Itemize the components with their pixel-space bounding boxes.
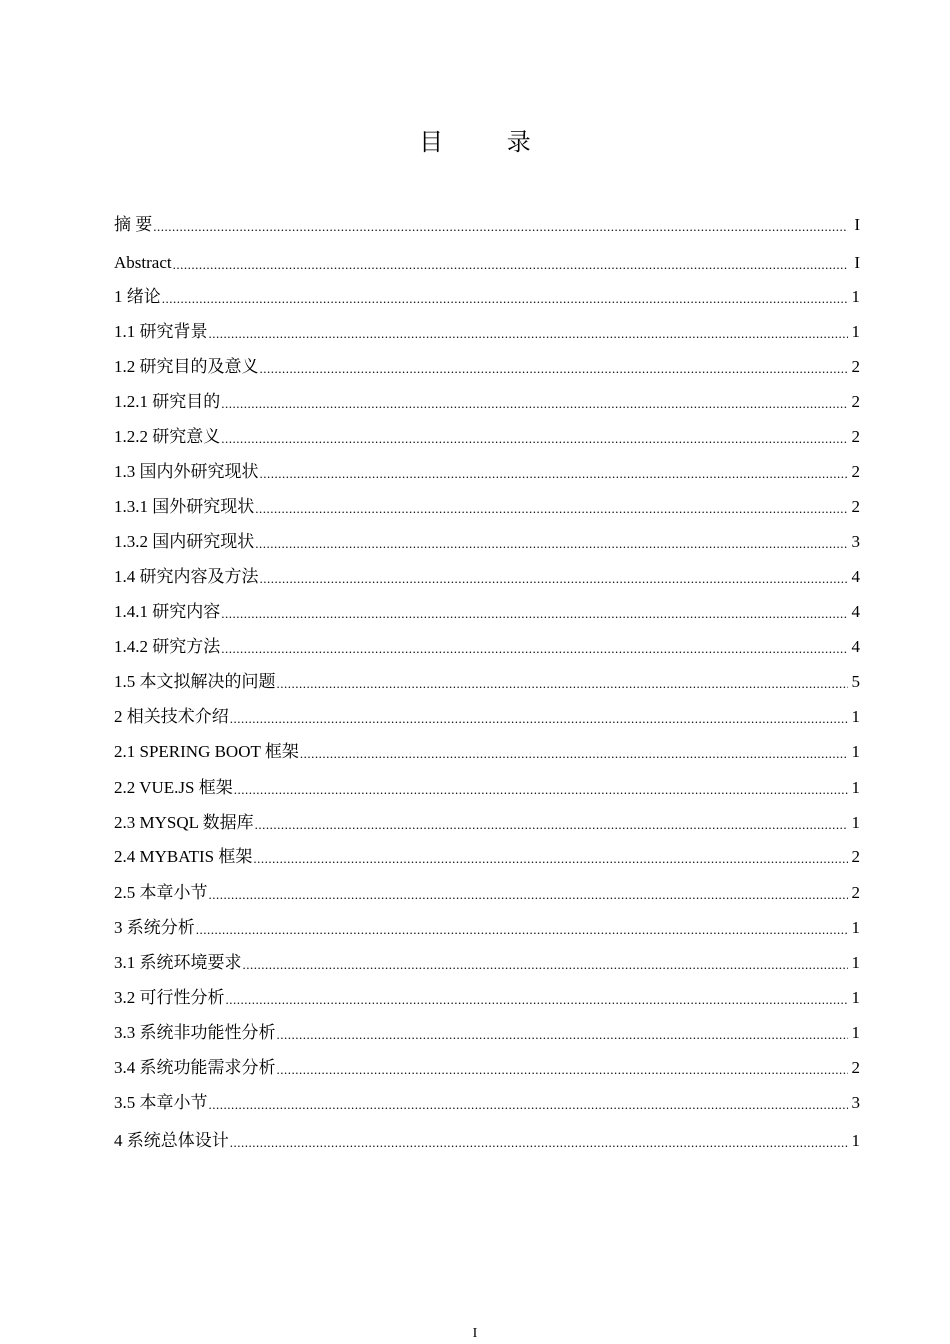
toc-entry-label: 3.2 可行性分析 (114, 988, 225, 1007)
toc-entry-page: 2 (851, 462, 860, 481)
page-footer-number: I (472, 1326, 478, 1341)
toc-entry-label: 4 系统总体设计 (114, 1131, 229, 1150)
toc-entry-page: 3 (851, 1093, 860, 1112)
toc-entry-label: 1.3.1 国外研究现状 (114, 497, 255, 516)
toc-entry[interactable] (114, 636, 860, 658)
toc-entry[interactable] (114, 426, 860, 448)
toc-leader-dots (209, 1096, 849, 1114)
toc-leader-dots (255, 535, 848, 553)
toc-entry-label: 1.2.1 研究目的 (114, 392, 221, 411)
toc-entry-page: I (854, 215, 860, 234)
toc-entry-page: 2 (851, 1058, 860, 1077)
toc-entry-page: 4 (851, 637, 860, 656)
toc-entry-label: 1 绪论 (114, 287, 161, 306)
toc-entry[interactable] (114, 777, 860, 799)
toc-entry-label: 1.3.2 国内研究现状 (114, 532, 255, 551)
toc-entry-page: 1 (851, 813, 860, 832)
toc-entry[interactable] (114, 706, 860, 728)
toc-entry-label: 摘 要 (114, 215, 153, 234)
toc-leader-dots (255, 816, 848, 834)
toc-entry[interactable] (114, 391, 860, 413)
toc-entry-page: 1 (851, 918, 860, 937)
toc-entry-page: 1 (851, 1023, 860, 1042)
toc-entry-page: 1 (851, 322, 860, 341)
toc-entry-label: 1.2 研究目的及意义 (114, 357, 259, 376)
toc-entry-page: 1 (851, 953, 860, 972)
toc-entry-page: 1 (851, 988, 860, 1007)
toc-entry[interactable] (114, 321, 860, 343)
toc-entry-label: 2.3 MYSQL 数据库 (114, 813, 254, 832)
toc-entry[interactable] (114, 812, 860, 834)
toc-entry[interactable] (114, 917, 860, 939)
toc-entry[interactable] (114, 987, 860, 1009)
toc-entry[interactable] (114, 214, 860, 236)
toc-entry[interactable] (114, 286, 860, 308)
toc-leader-dots (260, 465, 849, 483)
toc-leader-dots (277, 1026, 849, 1044)
toc-entry-label: 1.1 研究背景 (114, 322, 208, 341)
toc-entry-label: 2.1 SPERING BOOT 框架 (114, 742, 299, 761)
toc-entry[interactable] (114, 356, 860, 378)
toc-leader-dots (230, 1134, 848, 1152)
toc-entry-label: 3.4 系统功能需求分析 (114, 1058, 276, 1077)
toc-entry[interactable] (114, 566, 860, 588)
toc-entry-label: 3.3 系统非功能性分析 (114, 1023, 276, 1042)
toc-leader-dots (255, 500, 848, 518)
toc-entry-label: 1.4 研究内容及方法 (114, 567, 259, 586)
toc-entry[interactable] (114, 496, 860, 518)
toc-entry-label: 2.2 VUE.JS 框架 (114, 778, 233, 797)
toc-entry-label: 2.5 本章小节 (114, 883, 208, 902)
toc-leader-dots (253, 850, 848, 868)
toc-leader-dots (221, 605, 848, 623)
toc-entry-page: 2 (851, 847, 860, 866)
toc-entry-page: I (854, 253, 860, 272)
toc-leader-dots (243, 956, 849, 974)
toc-entry-page: 2 (851, 497, 860, 516)
toc-leader-dots (221, 430, 848, 448)
toc-leader-dots (230, 710, 848, 728)
toc-entry-label: 3.1 系统环境要求 (114, 953, 242, 972)
toc-entry-label: 1.2.2 研究意义 (114, 427, 221, 446)
toc-entry-label: 1.5 本文拟解决的问题 (114, 672, 276, 691)
toc-entry[interactable] (114, 1092, 860, 1114)
toc-entry-label: 2.4 MYBATIS 框架 (114, 847, 253, 866)
toc-entry[interactable] (114, 741, 860, 763)
toc-entry-label: 1.4.2 研究方法 (114, 637, 221, 656)
toc-entry[interactable] (114, 1022, 860, 1044)
toc-leader-dots (221, 395, 848, 413)
toc-entry-label: 3 系统分析 (114, 918, 195, 937)
toc-entry[interactable] (114, 601, 860, 623)
toc-entry-page: 4 (851, 567, 860, 586)
toc-leader-dots (153, 218, 848, 236)
toc-leader-dots (221, 640, 848, 658)
toc-leader-dots (234, 781, 848, 799)
toc-entry[interactable] (114, 846, 860, 868)
toc-entry-label: 1.3 国内外研究现状 (114, 462, 259, 481)
toc-leader-dots (196, 921, 848, 939)
toc-entry-label: 3.5 本章小节 (114, 1093, 208, 1112)
toc-entry[interactable] (114, 882, 860, 904)
toc-leader-dots (277, 675, 849, 693)
toc-entry-page: 1 (851, 742, 860, 761)
toc-entry-page: 2 (851, 392, 860, 411)
toc-entry-label: 1.4.1 研究内容 (114, 602, 221, 621)
toc-leader-dots (260, 570, 849, 588)
toc-entry-page: 4 (851, 602, 860, 621)
toc-entry-page: 5 (851, 672, 860, 691)
toc-leader-dots (260, 360, 849, 378)
toc-leader-dots (209, 886, 849, 904)
toc-entry-page: 1 (851, 778, 860, 797)
toc-leader-dots (162, 290, 848, 308)
toc-entry-page: 2 (851, 883, 860, 902)
toc-entry-page: 3 (851, 532, 860, 551)
toc-entry-page: 2 (851, 427, 860, 446)
toc-entry[interactable] (114, 1057, 860, 1079)
toc-leader-dots (226, 991, 849, 1009)
page-title: 目 录 (419, 128, 559, 156)
toc-leader-dots (300, 745, 848, 763)
toc-entry-label: Abstract (114, 253, 172, 272)
toc-entry-page: 1 (851, 707, 860, 726)
toc-entry-page: 1 (851, 1131, 860, 1150)
toc-leader-dots (277, 1061, 849, 1079)
toc-leader-dots (209, 325, 849, 343)
toc-entry[interactable] (114, 1130, 860, 1152)
toc-leader-dots (173, 256, 848, 274)
toc-entry[interactable] (114, 531, 860, 553)
toc-entry-page: 2 (851, 357, 860, 376)
toc-entry[interactable] (114, 671, 860, 693)
toc-entry[interactable] (114, 952, 860, 974)
toc-entry-label: 2 相关技术介绍 (114, 707, 229, 726)
toc-entry[interactable] (114, 252, 860, 274)
toc-entry[interactable] (114, 461, 860, 483)
toc-entry-page: 1 (851, 287, 860, 306)
